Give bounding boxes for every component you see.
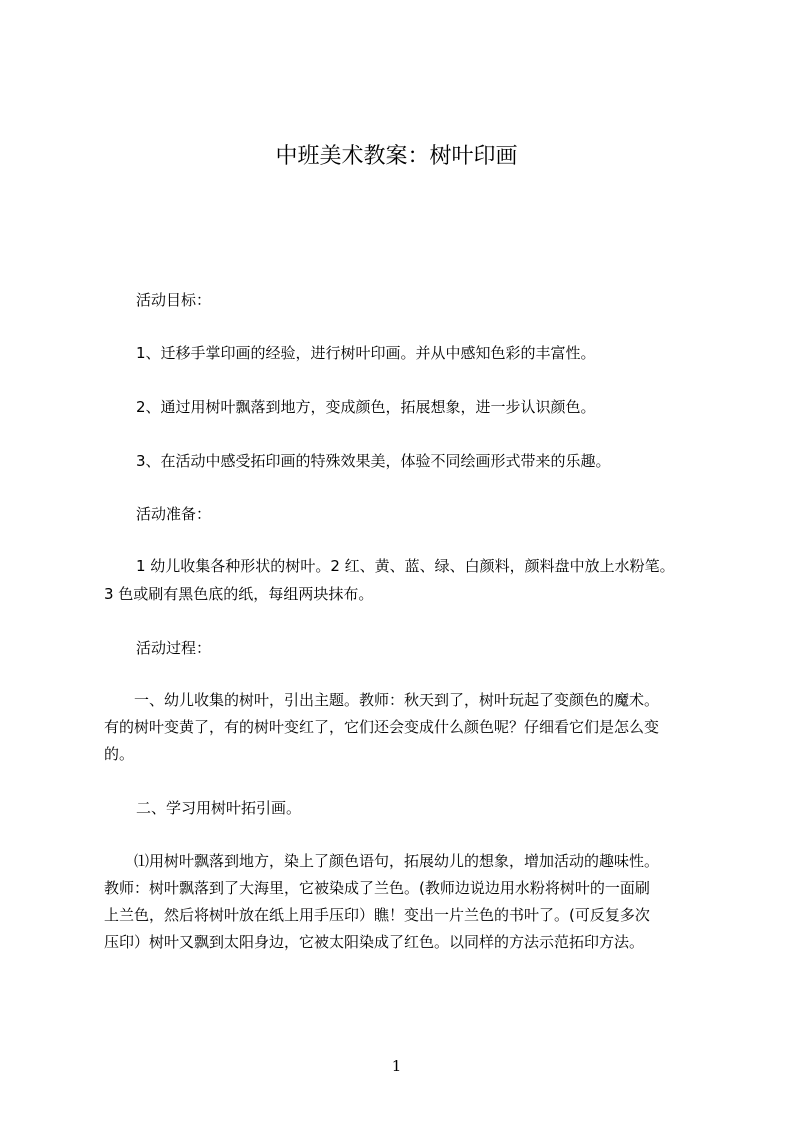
step2-line: 教师：树叶飘落到了大海里，它被染成了兰色。(教师边说边用水粉将树叶的一面刷 — [104, 879, 650, 897]
objective-item: 1、迁移手掌印画的经验，进行树叶印画。并从中感知色彩的丰富性。 — [136, 344, 596, 362]
step1-line: 一、幼儿收集的树叶，引出主题。教师：秋天到了，树叶玩起了变颜色的魔术。 — [134, 691, 660, 709]
preparation-line: 1 幼儿收集各种形状的树叶。2 红、黄、蓝、绿、白颜料，颜料盘中放上水粉笔。 — [136, 557, 675, 575]
objective-item: 3、在活动中感受拓印画的特殊效果美，体验不同绘画形式带来的乐趣。 — [136, 452, 611, 470]
step2-line: 压印）树叶又飘到太阳身边，它被太阳染成了红色。以同样的方法示范拓印方法。 — [104, 933, 645, 951]
document-title: 中班美术教案：树叶印画 — [275, 144, 518, 169]
preparation-line: 3 色或刷有黑色底的纸，每组两块抹布。 — [104, 585, 374, 603]
step2-line: 上兰色，然后将树叶放在纸上用手压印）瞧！变出一片兰色的书叶了。(可反复多次 — [104, 906, 650, 924]
page-number: 1 — [391, 1057, 402, 1075]
step1-line: 的。 — [104, 745, 135, 763]
objectives-heading: 活动目标： — [136, 291, 212, 309]
objective-item: 2、通过用树叶飘落到地方，变成颜色，拓展想象，进一步认识颜色。 — [136, 398, 596, 416]
process-heading: 活动过程： — [136, 639, 212, 657]
step2-heading: 二、学习用树叶拓引画。 — [136, 799, 302, 817]
step1-line: 有的树叶变黄了，有的树叶变红了，它们还会变成什么颜色呢？仔细看它们是怎么变 — [104, 718, 660, 736]
step2-line: ⑴用树叶飘落到地方，染上了颜色语句，拓展幼儿的想象，增加活动的趣味性。 — [134, 852, 660, 870]
preparation-heading: 活动准备： — [136, 505, 212, 523]
